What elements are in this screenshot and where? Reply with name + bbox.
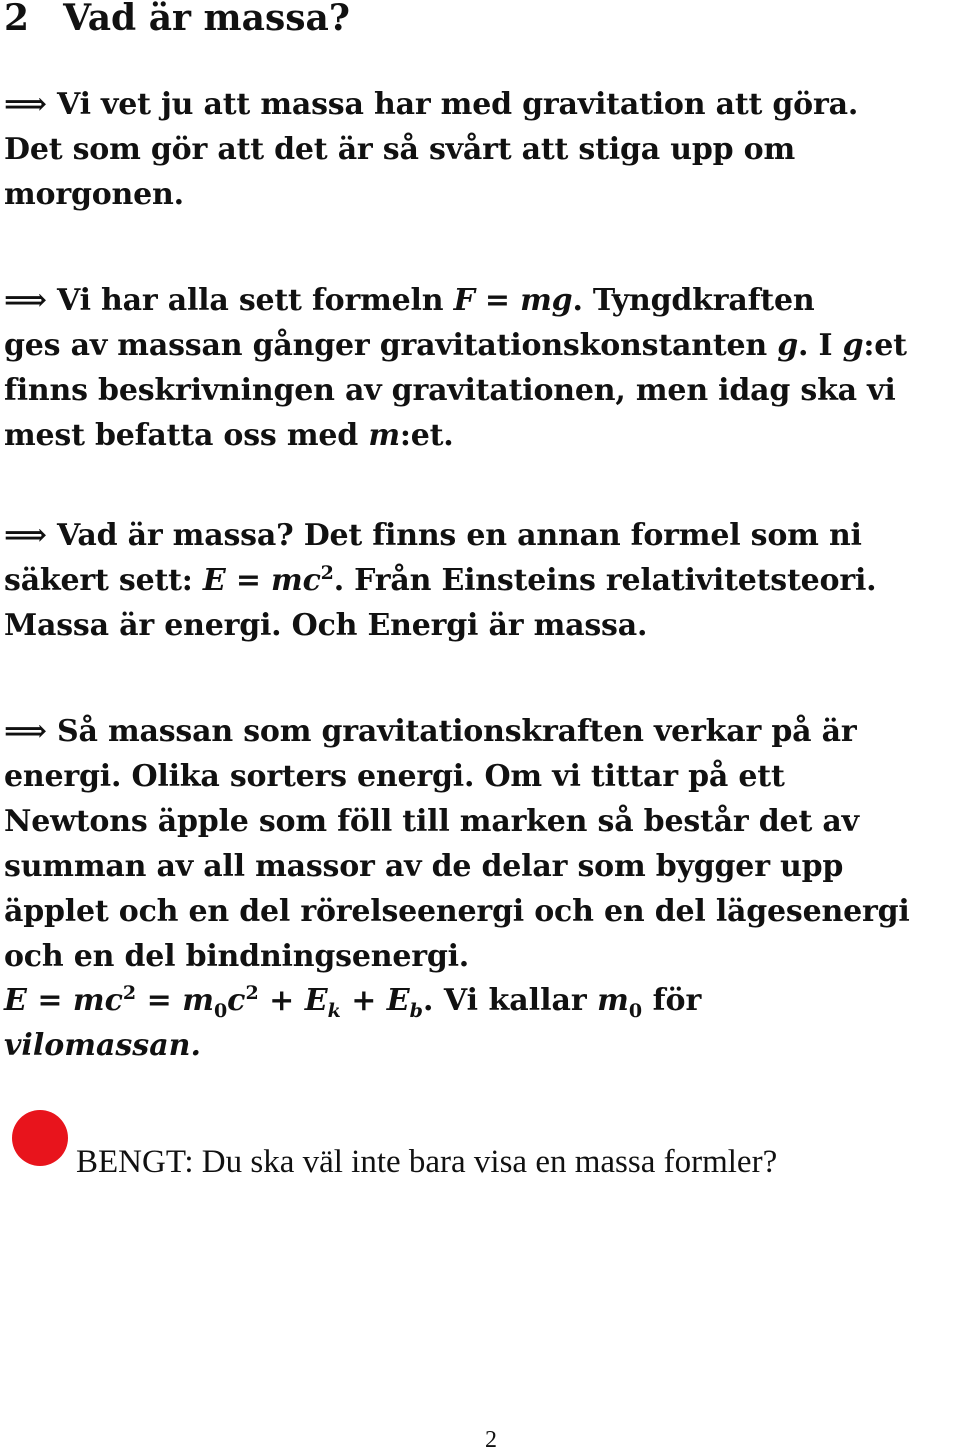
math-mg: mg <box>520 283 573 318</box>
note-marker-dot <box>12 1110 68 1166</box>
text-run: = <box>136 983 183 1018</box>
paragraph-emc2 <box>4 513 960 648</box>
text-run: Vi har alla sett formeln <box>57 283 454 318</box>
section-heading <box>4 0 350 40</box>
math-mc: mc <box>72 983 123 1018</box>
math-g: g <box>777 328 799 363</box>
text-run: . Tyngdkraften ges av massan gånger gravitationskonstanten <box>4 283 815 363</box>
paragraph-formula-fmg <box>4 278 960 458</box>
implies-arrow-icon: ⟹ <box>4 518 42 553</box>
vilomassan-term: vilomassan. <box>4 1028 201 1063</box>
text-run: = <box>26 983 73 1018</box>
math-m: m <box>182 983 214 1018</box>
paragraph-text: Så massan som gravitationskraften verkar på är energi. Olika sorters energi. Om vi tittar på ett Newtons äpple som föll till marken så består det av summan av all massor av de delar som bygger upp äpplet och en del rörelseenergi och en del lägesenergi och en del bindningsenergi. <box>4 714 910 974</box>
text-run: . Vi kallar <box>422 983 598 1018</box>
math-subscript: k <box>327 1000 341 1022</box>
implies-arrow-icon: ⟹ <box>4 714 42 749</box>
energy-formula <box>4 978 701 1023</box>
math-m: m <box>597 983 629 1018</box>
text-run: för <box>642 983 702 1018</box>
math-superscript: 2 <box>320 562 334 584</box>
section-title-text: Vad är massa? <box>63 0 350 39</box>
text-run: . Från Einsteins relativitetsteori. Massa är energi. Och Energi är massa. <box>4 563 877 643</box>
implies-arrow-icon: ⟹ <box>4 283 42 318</box>
math-E: E <box>304 983 328 1018</box>
speaker-note: BENGT: Du ska väl inte bara visa en massa formler? <box>76 1144 778 1180</box>
math-g: g <box>842 328 864 363</box>
page-number: 2 <box>485 1427 497 1453</box>
math-superscript: 2 <box>122 982 137 1004</box>
math-E: E <box>202 563 226 598</box>
text-run: + <box>258 983 305 1018</box>
text-run: :et finns beskrivningen av gravitationen, men idag ska vi mest befatta oss med <box>4 328 907 453</box>
text-run: :et. <box>399 418 454 453</box>
math-superscript: 2 <box>245 982 259 1004</box>
text-run: = <box>225 563 272 598</box>
implies-arrow-icon: ⟹ <box>4 87 42 122</box>
math-E: E <box>386 983 410 1018</box>
math-subscript: 0 <box>628 1000 643 1022</box>
math-c: c <box>227 983 246 1018</box>
section-number: 2 <box>4 0 30 39</box>
text-run: = <box>474 283 521 318</box>
math-subscript: 0 <box>213 1000 228 1022</box>
text-run: . I <box>798 328 843 363</box>
math-mc: mc <box>271 563 321 598</box>
math-subscript: b <box>409 1000 423 1022</box>
paragraph-gravitation <box>4 82 960 217</box>
math-m: m <box>368 418 400 453</box>
text-run: + <box>340 983 387 1018</box>
math-F: F <box>453 283 475 318</box>
math-E: E <box>4 983 27 1018</box>
text-run: Vad är massa? Det finns en annan formel som ni säkert sett: <box>4 518 862 598</box>
paragraph-apple <box>4 709 960 979</box>
paragraph-text: Vi vet ju att massa har med gravitation att göra. Det som gör att det är så svårt att stiga upp om morgonen. <box>4 87 859 212</box>
